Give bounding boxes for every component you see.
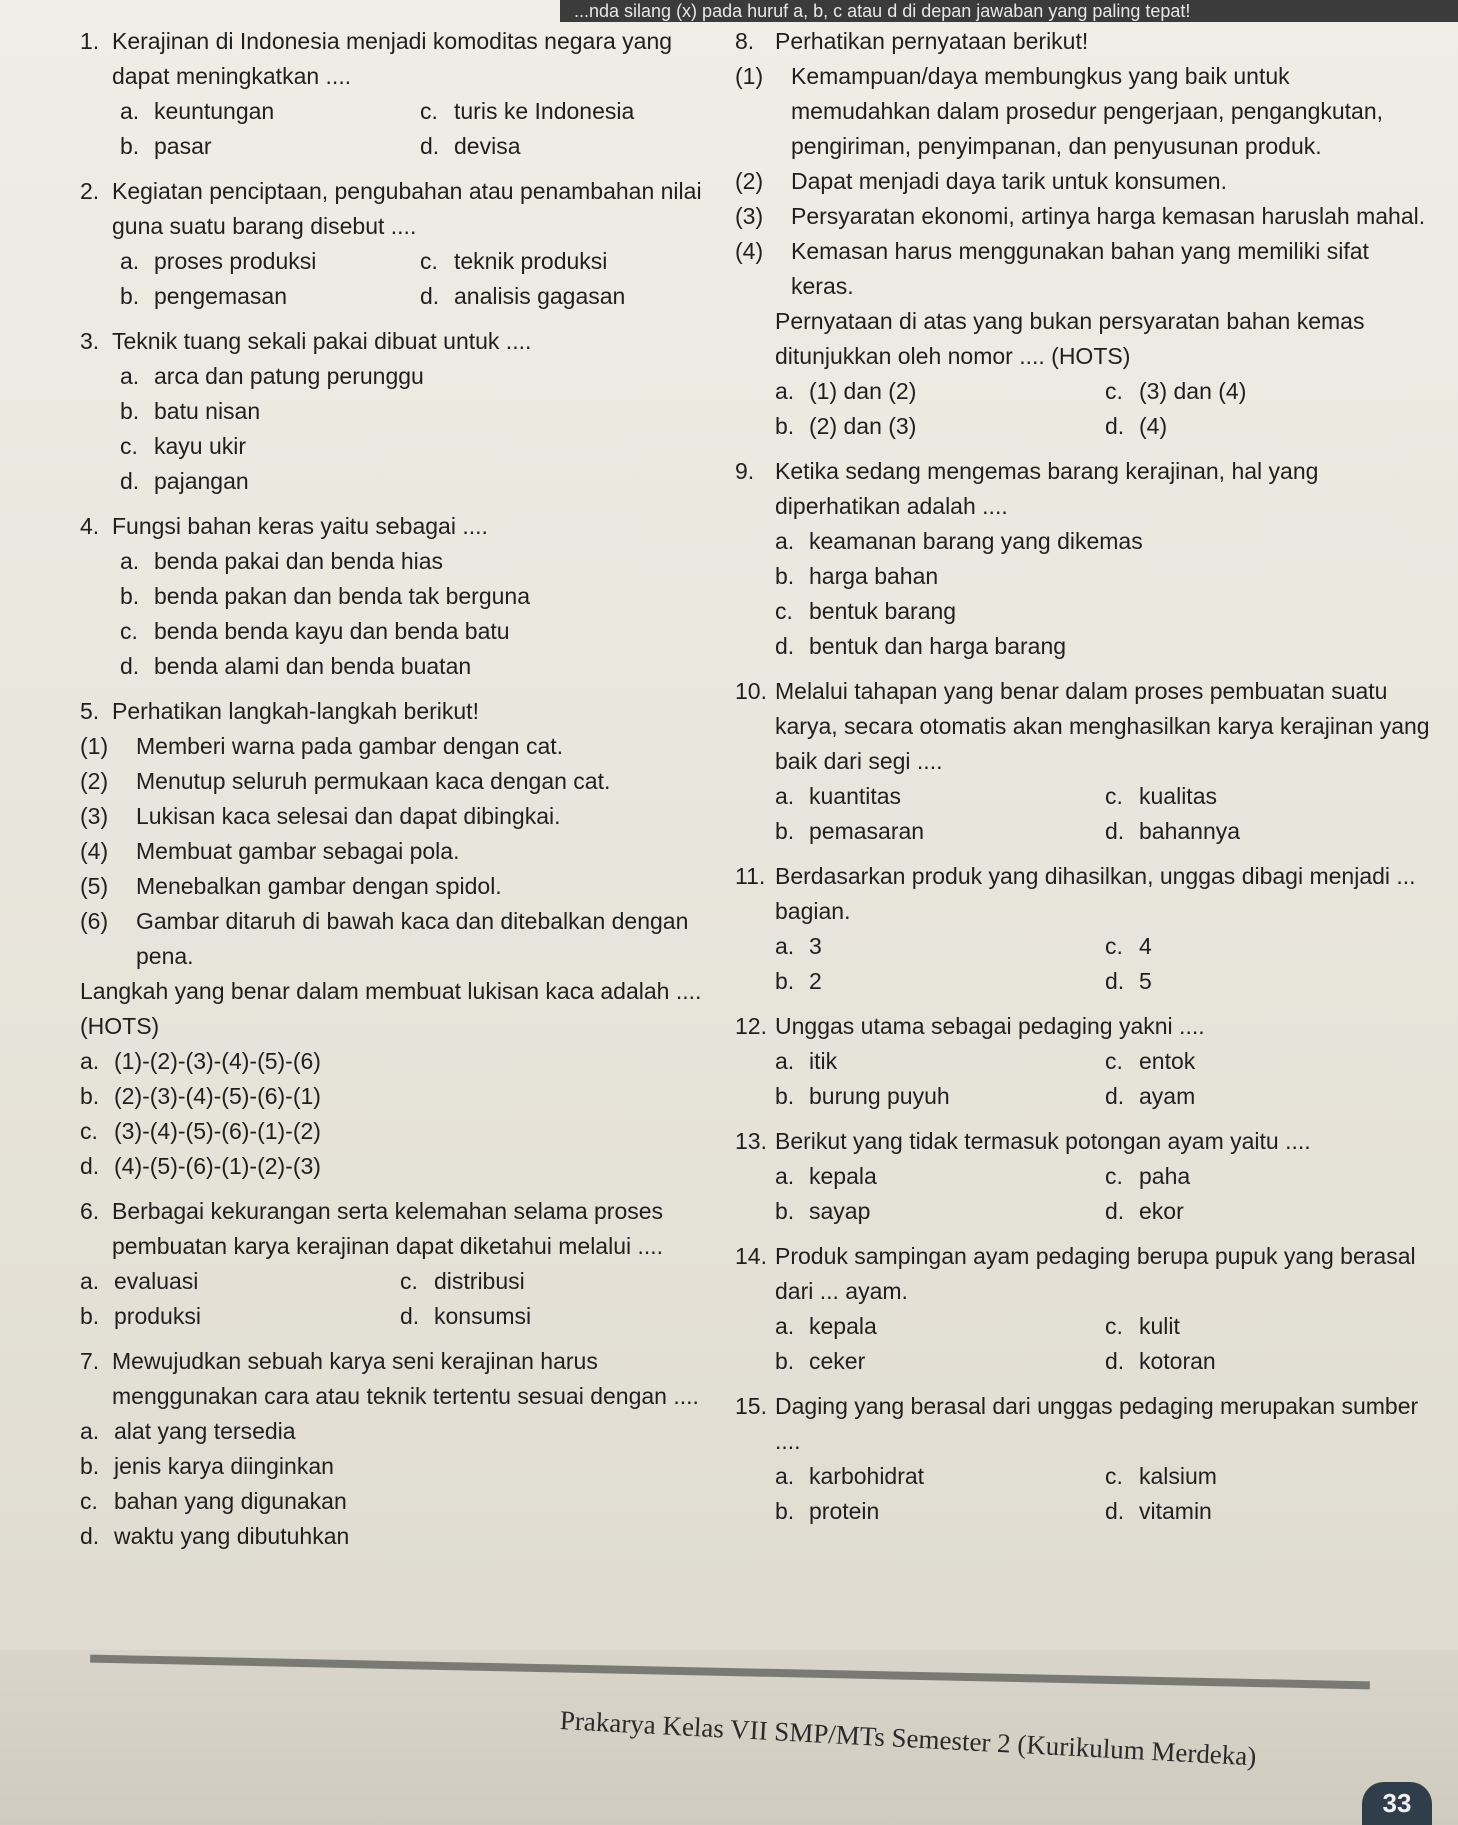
page-number: 33 (1362, 1782, 1432, 1825)
option-a[interactable] (775, 779, 1105, 814)
question-10 (735, 674, 1435, 849)
option-text: ayam (1139, 1083, 1196, 1109)
option-text: (1) dan (2) (809, 378, 917, 404)
option-letter: a. (775, 378, 795, 404)
question-number: 15. (735, 1393, 767, 1419)
options (775, 1159, 1435, 1229)
option-b[interactable] (775, 1079, 1105, 1114)
option-b[interactable] (775, 559, 1435, 594)
question-number: 10. (735, 678, 767, 704)
right-column (735, 24, 1435, 1539)
option-text: turis ke Indonesia (454, 98, 635, 124)
option-c[interactable] (400, 1264, 720, 1299)
option-text: kuantitas (809, 783, 902, 809)
options (120, 359, 720, 499)
option-letter: b. (80, 1303, 100, 1329)
option-text: benda pakai dan benda hias (154, 548, 444, 574)
option-text: distribusi (434, 1268, 525, 1294)
option-letter: c. (1105, 783, 1123, 809)
question-14 (735, 1239, 1435, 1379)
option-b[interactable] (120, 579, 720, 614)
option-a[interactable] (120, 244, 420, 279)
option-letter: a. (120, 248, 140, 274)
statement-text: Dapat menjadi daya tarik untuk konsumen. (791, 168, 1227, 194)
option-text: (2)-(3)-(4)-(5)-(6)-(1) (114, 1083, 321, 1109)
question-15 (735, 1389, 1435, 1529)
question-4 (80, 509, 720, 684)
option-a[interactable] (120, 94, 420, 129)
option-letter: d. (420, 283, 440, 309)
option-d[interactable] (420, 279, 720, 314)
option-letter: d. (1105, 1348, 1125, 1374)
options (120, 244, 720, 314)
option-letter: c. (420, 98, 438, 124)
option-letter: d. (775, 633, 795, 659)
option-text: bentuk barang (809, 598, 957, 624)
options (775, 1459, 1435, 1529)
option-text: bahannya (1139, 818, 1241, 844)
question-text: Produk sampingan ayam pedaging berupa pupuk yang berasal dari ... ayam. (775, 1243, 1416, 1304)
option-c[interactable] (1105, 1459, 1435, 1494)
option-d[interactable] (1105, 1079, 1435, 1114)
question-text: Unggas utama sebagai pedaging yakni .... (775, 1013, 1205, 1039)
options (80, 1044, 720, 1184)
question-9 (735, 454, 1435, 664)
statement-item (735, 234, 1435, 304)
option-text: arca dan patung perunggu (154, 363, 424, 389)
step-text: Lukisan kaca selesai dan dapat dibingkai. (136, 803, 561, 829)
option-text: protein (809, 1498, 880, 1524)
option-text: (3)-(4)-(5)-(6)-(1)-(2) (114, 1118, 321, 1144)
option-text: entok (1139, 1048, 1196, 1074)
question-text: Melalui tahapan yang benar dalam proses pembuatan suatu karya, secara otomatis akan menghasilkan karya kerajinan yang baik dari segi .... (775, 678, 1430, 774)
statement-text: Kemampuan/daya membungkus yang baik untuk memudahkan dalam prosedur pengerjaan, pengangkutan, pengiriman, penyimpanan, dan penyusunan produk. (791, 63, 1384, 159)
question-text: Berdasarkan produk yang dihasilkan, unggas dibagi menjadi ... bagian. (775, 863, 1416, 924)
question-number: 11. (735, 863, 766, 889)
option-b[interactable] (775, 1494, 1105, 1529)
option-b[interactable] (775, 1194, 1105, 1229)
option-letter: b. (775, 818, 795, 844)
option-text: bahan yang digunakan (114, 1488, 347, 1514)
statement-item (735, 59, 1435, 164)
step-text: Membuat gambar sebagai pola. (136, 838, 460, 864)
option-letter: a. (80, 1048, 100, 1074)
question-5 (80, 694, 720, 1184)
option-letter: a. (120, 363, 140, 389)
option-letter: d. (120, 653, 140, 679)
options (775, 374, 1435, 444)
option-text: ceker (809, 1348, 866, 1374)
option-letter: c. (1105, 1313, 1123, 1339)
option-letter: a. (775, 1463, 795, 1489)
option-text: keuntungan (154, 98, 275, 124)
option-c[interactable] (1105, 1044, 1435, 1079)
option-a[interactable] (775, 374, 1105, 409)
option-letter: d. (1105, 1498, 1125, 1524)
option-text: alat yang tersedia (114, 1418, 296, 1444)
statement-item (735, 199, 1435, 234)
option-c[interactable] (120, 614, 720, 649)
option-a[interactable] (775, 1309, 1105, 1344)
question-text: Perhatikan langkah-langkah berikut! (112, 698, 479, 724)
question-text: Ketika sedang mengemas barang kerajinan, hal yang diperhatikan adalah .... (775, 458, 1319, 519)
question-number: 4. (80, 513, 100, 539)
option-d[interactable] (1105, 1494, 1435, 1529)
option-letter: d. (400, 1303, 420, 1329)
options (775, 1044, 1435, 1114)
question-text: Fungsi bahan keras yaitu sebagai .... (112, 513, 488, 539)
option-letter: b. (120, 583, 140, 609)
option-letter: d. (420, 133, 440, 159)
option-text: keamanan barang yang dikemas (809, 528, 1143, 554)
option-letter: d. (80, 1153, 100, 1179)
option-text: 3 (809, 933, 822, 959)
option-letter: b. (120, 283, 140, 309)
option-letter: a. (775, 1163, 795, 1189)
option-letter: b. (775, 1198, 795, 1224)
option-b[interactable] (775, 964, 1105, 999)
option-text: proses produksi (154, 248, 317, 274)
step-number: (6) (80, 908, 109, 934)
option-a[interactable] (80, 1044, 720, 1079)
option-letter: c. (400, 1268, 418, 1294)
question-8 (735, 24, 1435, 444)
option-text: karbohidrat (809, 1463, 925, 1489)
option-text: bentuk dan harga barang (809, 633, 1067, 659)
question-number: 1. (80, 28, 100, 54)
option-letter: c. (775, 598, 793, 624)
option-text: kalsium (1139, 1463, 1217, 1489)
option-text: 5 (1139, 968, 1152, 994)
statement-list (735, 59, 1435, 304)
option-c[interactable] (80, 1484, 720, 1519)
statement-number: (1) (735, 63, 764, 89)
option-text: kayu ukir (154, 433, 247, 459)
option-d[interactable] (400, 1299, 720, 1334)
question-number: 2. (80, 178, 100, 204)
question-13 (735, 1124, 1435, 1229)
option-letter: d. (1105, 968, 1125, 994)
option-letter: d. (1105, 818, 1125, 844)
option-letter: b. (120, 133, 140, 159)
question-text: Perhatikan pernyataan berikut! (775, 28, 1089, 54)
question-number: 8. (735, 28, 755, 54)
option-text: teknik produksi (454, 248, 608, 274)
step-number: (3) (80, 803, 109, 829)
option-letter: a. (775, 1048, 795, 1074)
options (80, 1414, 720, 1554)
option-b[interactable] (80, 1299, 400, 1334)
statement-number: (2) (735, 168, 764, 194)
option-text: 4 (1139, 933, 1152, 959)
option-text: benda benda kayu dan benda batu (154, 618, 510, 644)
option-a[interactable] (80, 1414, 720, 1449)
question-number: 14. (735, 1243, 767, 1269)
question-text: Kerajinan di Indonesia menjadi komoditas negara yang dapat meningkatkan .... (112, 28, 673, 89)
option-text: pasar (154, 133, 212, 159)
option-text: konsumsi (434, 1303, 532, 1329)
question-6 (80, 1194, 720, 1334)
option-text: (1)-(2)-(3)-(4)-(5)-(6) (114, 1048, 321, 1074)
option-d[interactable] (420, 129, 720, 164)
option-letter: a. (775, 933, 795, 959)
option-letter: a. (775, 1313, 795, 1339)
step-item (80, 834, 720, 869)
option-letter: a. (120, 548, 140, 574)
option-b[interactable] (80, 1449, 720, 1484)
option-text: pemasaran (809, 818, 925, 844)
option-d[interactable] (80, 1149, 720, 1184)
option-c[interactable] (420, 244, 720, 279)
option-text: (4)-(5)-(6)-(1)-(2)-(3) (114, 1153, 321, 1179)
question-text: Berbagai kekurangan serta kelemahan selama proses pembuatan karya kerajinan dapat diketahui melalui .... (112, 1198, 664, 1259)
option-letter: c. (1105, 1463, 1123, 1489)
option-text: kepala (809, 1313, 877, 1339)
option-letter: b. (775, 968, 795, 994)
option-text: ekor (1139, 1198, 1184, 1224)
question-text: Kegiatan penciptaan, pengubahan atau penambahan nilai guna suatu barang disebut .... (112, 178, 702, 239)
option-text: pajangan (154, 468, 249, 494)
statement-number: (4) (735, 238, 764, 264)
option-c[interactable] (1105, 374, 1435, 409)
step-text: Memberi warna pada gambar dengan cat. (136, 733, 564, 759)
step-item (80, 764, 720, 799)
option-d[interactable] (1105, 1194, 1435, 1229)
option-letter: d. (1105, 1083, 1125, 1109)
question-number: 5. (80, 698, 100, 724)
option-text: pengemasan (154, 283, 287, 309)
option-text: kepala (809, 1163, 877, 1189)
option-d[interactable] (775, 629, 1435, 664)
question-prompt: Langkah yang benar dalam membuat lukisan kaca adalah .... (HOTS) (80, 978, 702, 1039)
option-letter: d. (1105, 413, 1125, 439)
statement-text: Persyaratan ekonomi, artinya harga kemasan haruslah mahal. (791, 203, 1426, 229)
statement-text: Kemasan harus menggunakan bahan yang memiliki sifat keras. (791, 238, 1369, 299)
option-c[interactable] (1105, 1159, 1435, 1194)
option-text: waktu yang dibutuhkan (114, 1523, 350, 1549)
book-title: Prakarya Kelas VII SMP/MTs Semester 2 (Kurikulum Merdeka) (559, 1705, 1258, 1772)
options (775, 929, 1435, 999)
option-letter: c. (80, 1488, 98, 1514)
question-number: 6. (80, 1198, 100, 1224)
option-letter: c. (1105, 1048, 1123, 1074)
option-letter: b. (775, 563, 795, 589)
option-text: kulit (1139, 1313, 1180, 1339)
option-a[interactable] (80, 1264, 400, 1299)
option-b[interactable] (775, 409, 1105, 444)
option-text: benda alami dan benda buatan (154, 653, 472, 679)
option-text: benda pakan dan benda tak berguna (154, 583, 530, 609)
option-letter: b. (120, 398, 140, 424)
step-number: (5) (80, 873, 109, 899)
option-text: 2 (809, 968, 822, 994)
question-3 (80, 324, 720, 499)
option-text: analisis gagasan (454, 283, 626, 309)
step-number: (4) (80, 838, 109, 864)
option-d[interactable] (1105, 964, 1435, 999)
option-letter: a. (80, 1268, 100, 1294)
step-item (80, 904, 720, 974)
options (775, 1309, 1435, 1379)
option-d[interactable] (120, 649, 720, 684)
question-text: Teknik tuang sekali pakai dibuat untuk .... (112, 328, 532, 354)
option-d[interactable] (1105, 1344, 1435, 1379)
option-a[interactable] (775, 1459, 1105, 1494)
option-letter: a. (775, 783, 795, 809)
option-letter: a. (775, 528, 795, 554)
option-a[interactable] (775, 929, 1105, 964)
option-b[interactable] (120, 129, 420, 164)
option-letter: b. (775, 413, 795, 439)
option-c[interactable] (120, 429, 720, 464)
options (120, 94, 720, 164)
option-letter: b. (775, 1083, 795, 1109)
option-letter: b. (775, 1348, 795, 1374)
instruction-strip: ...nda silang (x) pada huruf a, b, c atau d di depan jawaban yang paling tepat! (560, 0, 1458, 22)
question-text: Berikut yang tidak termasuk potongan ayam yaitu .... (775, 1128, 1311, 1154)
step-list (80, 729, 720, 974)
option-letter: c. (1105, 1163, 1123, 1189)
statement-number: (3) (735, 203, 764, 229)
option-c[interactable] (80, 1114, 720, 1149)
option-text: batu nisan (154, 398, 261, 424)
option-text: (3) dan (4) (1139, 378, 1247, 404)
step-text: Gambar ditaruh di bawah kaca dan ditebalkan dengan pena. (136, 908, 689, 969)
option-letter: d. (80, 1523, 100, 1549)
left-column (80, 24, 720, 1564)
step-number: (2) (80, 768, 109, 794)
option-a[interactable] (775, 524, 1435, 559)
option-a[interactable] (120, 359, 720, 394)
option-b[interactable] (775, 814, 1105, 849)
option-text: produksi (114, 1303, 201, 1329)
option-c[interactable] (420, 94, 720, 129)
option-text: sayap (809, 1198, 871, 1224)
option-letter: c. (1105, 378, 1123, 404)
step-item (80, 729, 720, 764)
option-b[interactable] (80, 1079, 720, 1114)
question-1 (80, 24, 720, 164)
option-a[interactable] (775, 1044, 1105, 1079)
options (775, 779, 1435, 849)
option-letter: b. (80, 1453, 100, 1479)
option-letter: c. (1105, 933, 1123, 959)
option-letter: a. (120, 98, 140, 124)
option-letter: c. (120, 618, 138, 644)
question-11 (735, 859, 1435, 999)
option-text: (4) (1139, 413, 1168, 439)
question-number: 12. (735, 1013, 767, 1039)
options (775, 524, 1435, 664)
question-number: 13. (735, 1128, 767, 1154)
option-text: vitamin (1139, 1498, 1212, 1524)
step-text: Menebalkan gambar dengan spidol. (136, 873, 502, 899)
options (120, 544, 720, 684)
option-b[interactable] (120, 279, 420, 314)
option-c[interactable] (1105, 929, 1435, 964)
option-c[interactable] (775, 594, 1435, 629)
option-letter: c. (420, 248, 438, 274)
option-text: kualitas (1139, 783, 1217, 809)
option-letter: c. (80, 1118, 98, 1144)
statement-item (735, 164, 1435, 199)
step-item (80, 869, 720, 904)
options (80, 1264, 720, 1334)
option-c[interactable] (1105, 779, 1435, 814)
option-text: itik (809, 1048, 838, 1074)
option-b[interactable] (775, 1344, 1105, 1379)
option-letter: d. (1105, 1198, 1125, 1224)
question-number: 9. (735, 458, 755, 484)
option-c[interactable] (1105, 1309, 1435, 1344)
option-letter: a. (80, 1418, 100, 1444)
option-letter: c. (120, 433, 138, 459)
option-a[interactable] (120, 544, 720, 579)
question-7 (80, 1344, 720, 1554)
option-text: jenis karya diinginkan (114, 1453, 334, 1479)
option-text: paha (1139, 1163, 1191, 1189)
option-text: kotoran (1139, 1348, 1216, 1374)
step-number: (1) (80, 733, 109, 759)
option-text: evaluasi (114, 1268, 199, 1294)
option-letter: b. (80, 1083, 100, 1109)
step-item (80, 799, 720, 834)
option-text: devisa (454, 133, 521, 159)
option-d[interactable] (80, 1519, 720, 1554)
question-text: Daging yang berasal dari unggas pedaging merupakan sumber .... (775, 1393, 1419, 1454)
question-12 (735, 1009, 1435, 1114)
question-number: 3. (80, 328, 100, 354)
question-2 (80, 174, 720, 314)
option-a[interactable] (775, 1159, 1105, 1194)
option-d[interactable] (1105, 409, 1435, 444)
step-text: Menutup seluruh permukaan kaca dengan cat. (136, 768, 611, 794)
option-text: burung puyuh (809, 1083, 950, 1109)
option-d[interactable] (1105, 814, 1435, 849)
question-number: 7. (80, 1348, 100, 1374)
question-text: Mewujudkan sebuah karya seni kerajinan harus menggunakan cara atau teknik tertentu sesuai dengan .... (112, 1348, 699, 1409)
option-d[interactable] (120, 464, 720, 499)
option-letter: d. (120, 468, 140, 494)
question-prompt: Pernyataan di atas yang bukan persyaratan bahan kemas ditunjukkan oleh nomor .... (HOTS) (775, 308, 1365, 369)
option-text: (2) dan (3) (809, 413, 917, 439)
option-letter: b. (775, 1498, 795, 1524)
option-text: harga bahan (809, 563, 939, 589)
option-b[interactable] (120, 394, 720, 429)
